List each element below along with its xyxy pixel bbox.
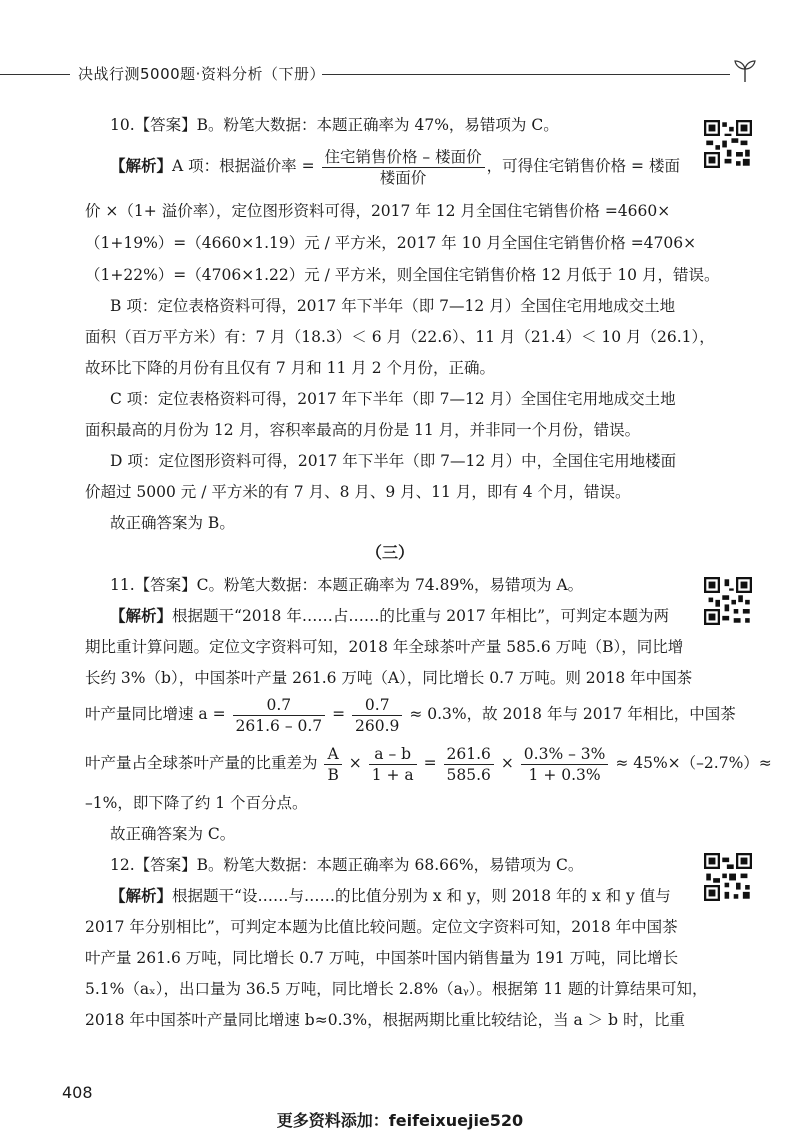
fraction-numerator: a – b: [369, 744, 417, 765]
sprout-icon: [732, 58, 758, 84]
q10-a-post: ，可得住宅销售价格 = 楼面: [486, 157, 680, 175]
q10-a-pre: A 项：根据溢价率 =: [172, 157, 315, 175]
fraction-denominator: 楼面价: [379, 168, 427, 187]
fraction-numerator: 0.7: [352, 695, 402, 716]
q10-option-a-line1: [110, 144, 680, 188]
q10-option-b-line: 故环比下降的月份有且仅有 7 月和 11 月 2 个月份，正确。: [85, 359, 496, 377]
q11-analysis-line: [110, 602, 680, 630]
q11-analysis-text: 根据题干“2018 年……占……的比重与 2017 年相比”，可判定本题为两: [172, 607, 670, 625]
q12-text-line: 叶产量 261.6 万吨，同比增长 0.7 万吨，中国茶叶国内销售量为 191 万吨，同比增长: [85, 949, 679, 967]
fraction: [521, 744, 609, 785]
qr-code-icon[interactable]: [704, 577, 752, 625]
q11-growth-formula-line: [85, 692, 736, 736]
q11-text-line: –1%，即下降了约 1 个百分点。: [85, 794, 308, 812]
q10-option-b-line: 面积（百万平方米）有：7 月（18.3）＜ 6 月（22.6）、11 月（21.4）＜ 10 月（26.1），: [85, 328, 715, 346]
fraction: [444, 744, 494, 785]
q10-analysis-label: 【解析】: [110, 156, 173, 175]
formula-prefix: 叶产量占全球茶叶产量的比重差为: [85, 754, 318, 772]
qr-code-icon[interactable]: [704, 120, 752, 168]
fraction-denominator: B: [327, 765, 339, 784]
q12-text-line: 2018 年中国茶叶产量同比增速 b≈0.3%，根据两期比重比较结论，当 a ＞ b 时，比重: [85, 1011, 685, 1029]
q10-option-b-line: B 项：定位表格资料可得，2017 年下半年（即 7—12 月）全国住宅用地成交土地: [110, 297, 676, 315]
q10-text-line: （1+22%）=（4706×1.22）元 / 平方米，则全国住宅销售价格 12 月低于 10 月，错误。: [85, 266, 720, 284]
header-rule-left: [0, 74, 70, 75]
fraction-denominator: 1 + 0.3%: [528, 765, 601, 784]
q12-text-line: 2017 年分别相比”，可判定本题为比值比较问题。定位文字资料可知，2018 年中国茶: [85, 918, 678, 936]
equals-sign: =: [332, 705, 346, 723]
q12-analysis-line: [110, 882, 680, 910]
page-number: 408: [62, 1083, 93, 1102]
premium-rate-fraction: [322, 147, 485, 188]
q10-conclusion: 故正确答案为 B。: [110, 514, 235, 532]
q12-analysis-label: 【解析】: [110, 886, 173, 905]
fraction: [352, 695, 402, 736]
q10-option-d-line: 价超过 5000 元 / 平方米的有 7 月、8 月、9 月、11 月，即有 4 个月，错误。: [85, 483, 631, 501]
fraction-numerator: A: [324, 744, 341, 765]
q11-analysis-label: 【解析】: [110, 606, 173, 625]
q10-option-d-line: D 项：定位图形资料可得，2017 年下半年（即 7—12 月）中，全国住宅用地楼面: [110, 452, 677, 470]
q11-text-line: 长约 3%（b），中国茶叶产量 261.6 万吨（A），同比增长 0.7 万吨。则 2018 年中国茶: [85, 669, 693, 687]
book-title: 决战行测5000题·资料分析（下册）: [78, 65, 325, 83]
fraction-numerator: 0.3% – 3%: [521, 744, 609, 765]
q10-option-c-line: 面积最高的月份为 12 月，容积率最高的月份是 11 月，并非同一个月份，错误。: [85, 421, 641, 439]
q10-option-c-line: C 项：定位表格资料可得，2017 年下半年（即 7—12 月）全国住宅用地成交土地: [110, 390, 676, 408]
q10-text-line: （1+19%）=（4660×1.19）元 / 平方米，2017 年 10 月全国住宅销售价格 =4706×: [85, 234, 697, 252]
fraction: [233, 695, 326, 736]
formula-suffix: ≈ 45%×（–2.7%）≈: [615, 754, 772, 772]
fraction-denominator: 1 + a: [371, 765, 414, 784]
header-rule-right: [322, 74, 730, 75]
multiply-sign: ×: [500, 754, 514, 772]
fraction-numerator: 261.6: [444, 744, 494, 765]
q10-text-line: 价 ×（1+ 溢价率），定位图形资料可得，2017 年 12 月全国住宅销售价格 =4660×: [85, 202, 671, 220]
footer-note: 更多资料添加：feifeixuejie520: [276, 1111, 524, 1130]
q12-analysis-text: 根据题干“设……与……的比值分别为 x 和 y，则 2018 年的 x 和 y 值与: [172, 887, 671, 905]
fraction-numerator: 0.7: [233, 695, 326, 716]
fraction-denominator: 585.6: [446, 765, 491, 784]
fraction-denominator: 260.9: [355, 716, 400, 735]
running-header: [0, 58, 800, 88]
q12-answer-line: 12.【答案】B。粉笔大数据：本题正确率为 68.66%，易错项为 C。: [110, 856, 584, 874]
formula-prefix: 叶产量同比增速 a =: [85, 705, 226, 723]
equals-sign: =: [423, 754, 437, 772]
qr-code-icon[interactable]: [704, 853, 752, 901]
fraction: [324, 744, 341, 785]
multiply-sign: ×: [348, 754, 362, 772]
q11-answer-line: 11.【答案】C。粉笔大数据：本题正确率为 74.89%，易错项为 A。: [110, 576, 584, 594]
fraction-numerator: 住宅销售价格 – 楼面价: [322, 147, 485, 168]
q10-answer-line: [110, 111, 680, 139]
fraction-denominator: 261.6 – 0.7: [235, 716, 323, 735]
formula-suffix: ≈ 0.3%，故 2018 年与 2017 年相比，中国茶: [409, 705, 736, 723]
q10-answer-text: 10.【答案】B。粉笔大数据：本题正确率为 47%，易错项为 C。: [110, 116, 559, 134]
q11-text-line: 期比重计算问题。定位文字资料可知，2018 年全球茶叶产量 585.6 万吨（B），同比增: [85, 638, 684, 656]
q11-proportion-formula-line: [85, 741, 772, 785]
q11-conclusion: 故正确答案为 C。: [110, 825, 236, 843]
fraction: [369, 744, 417, 785]
section-heading: （三）: [365, 543, 414, 562]
q12-text-line: 5.1%（aₓ），出口量为 36.5 万吨，同比增长 2.8%（aᵧ）。根据第 11 题的计算结果可知，: [85, 980, 708, 998]
